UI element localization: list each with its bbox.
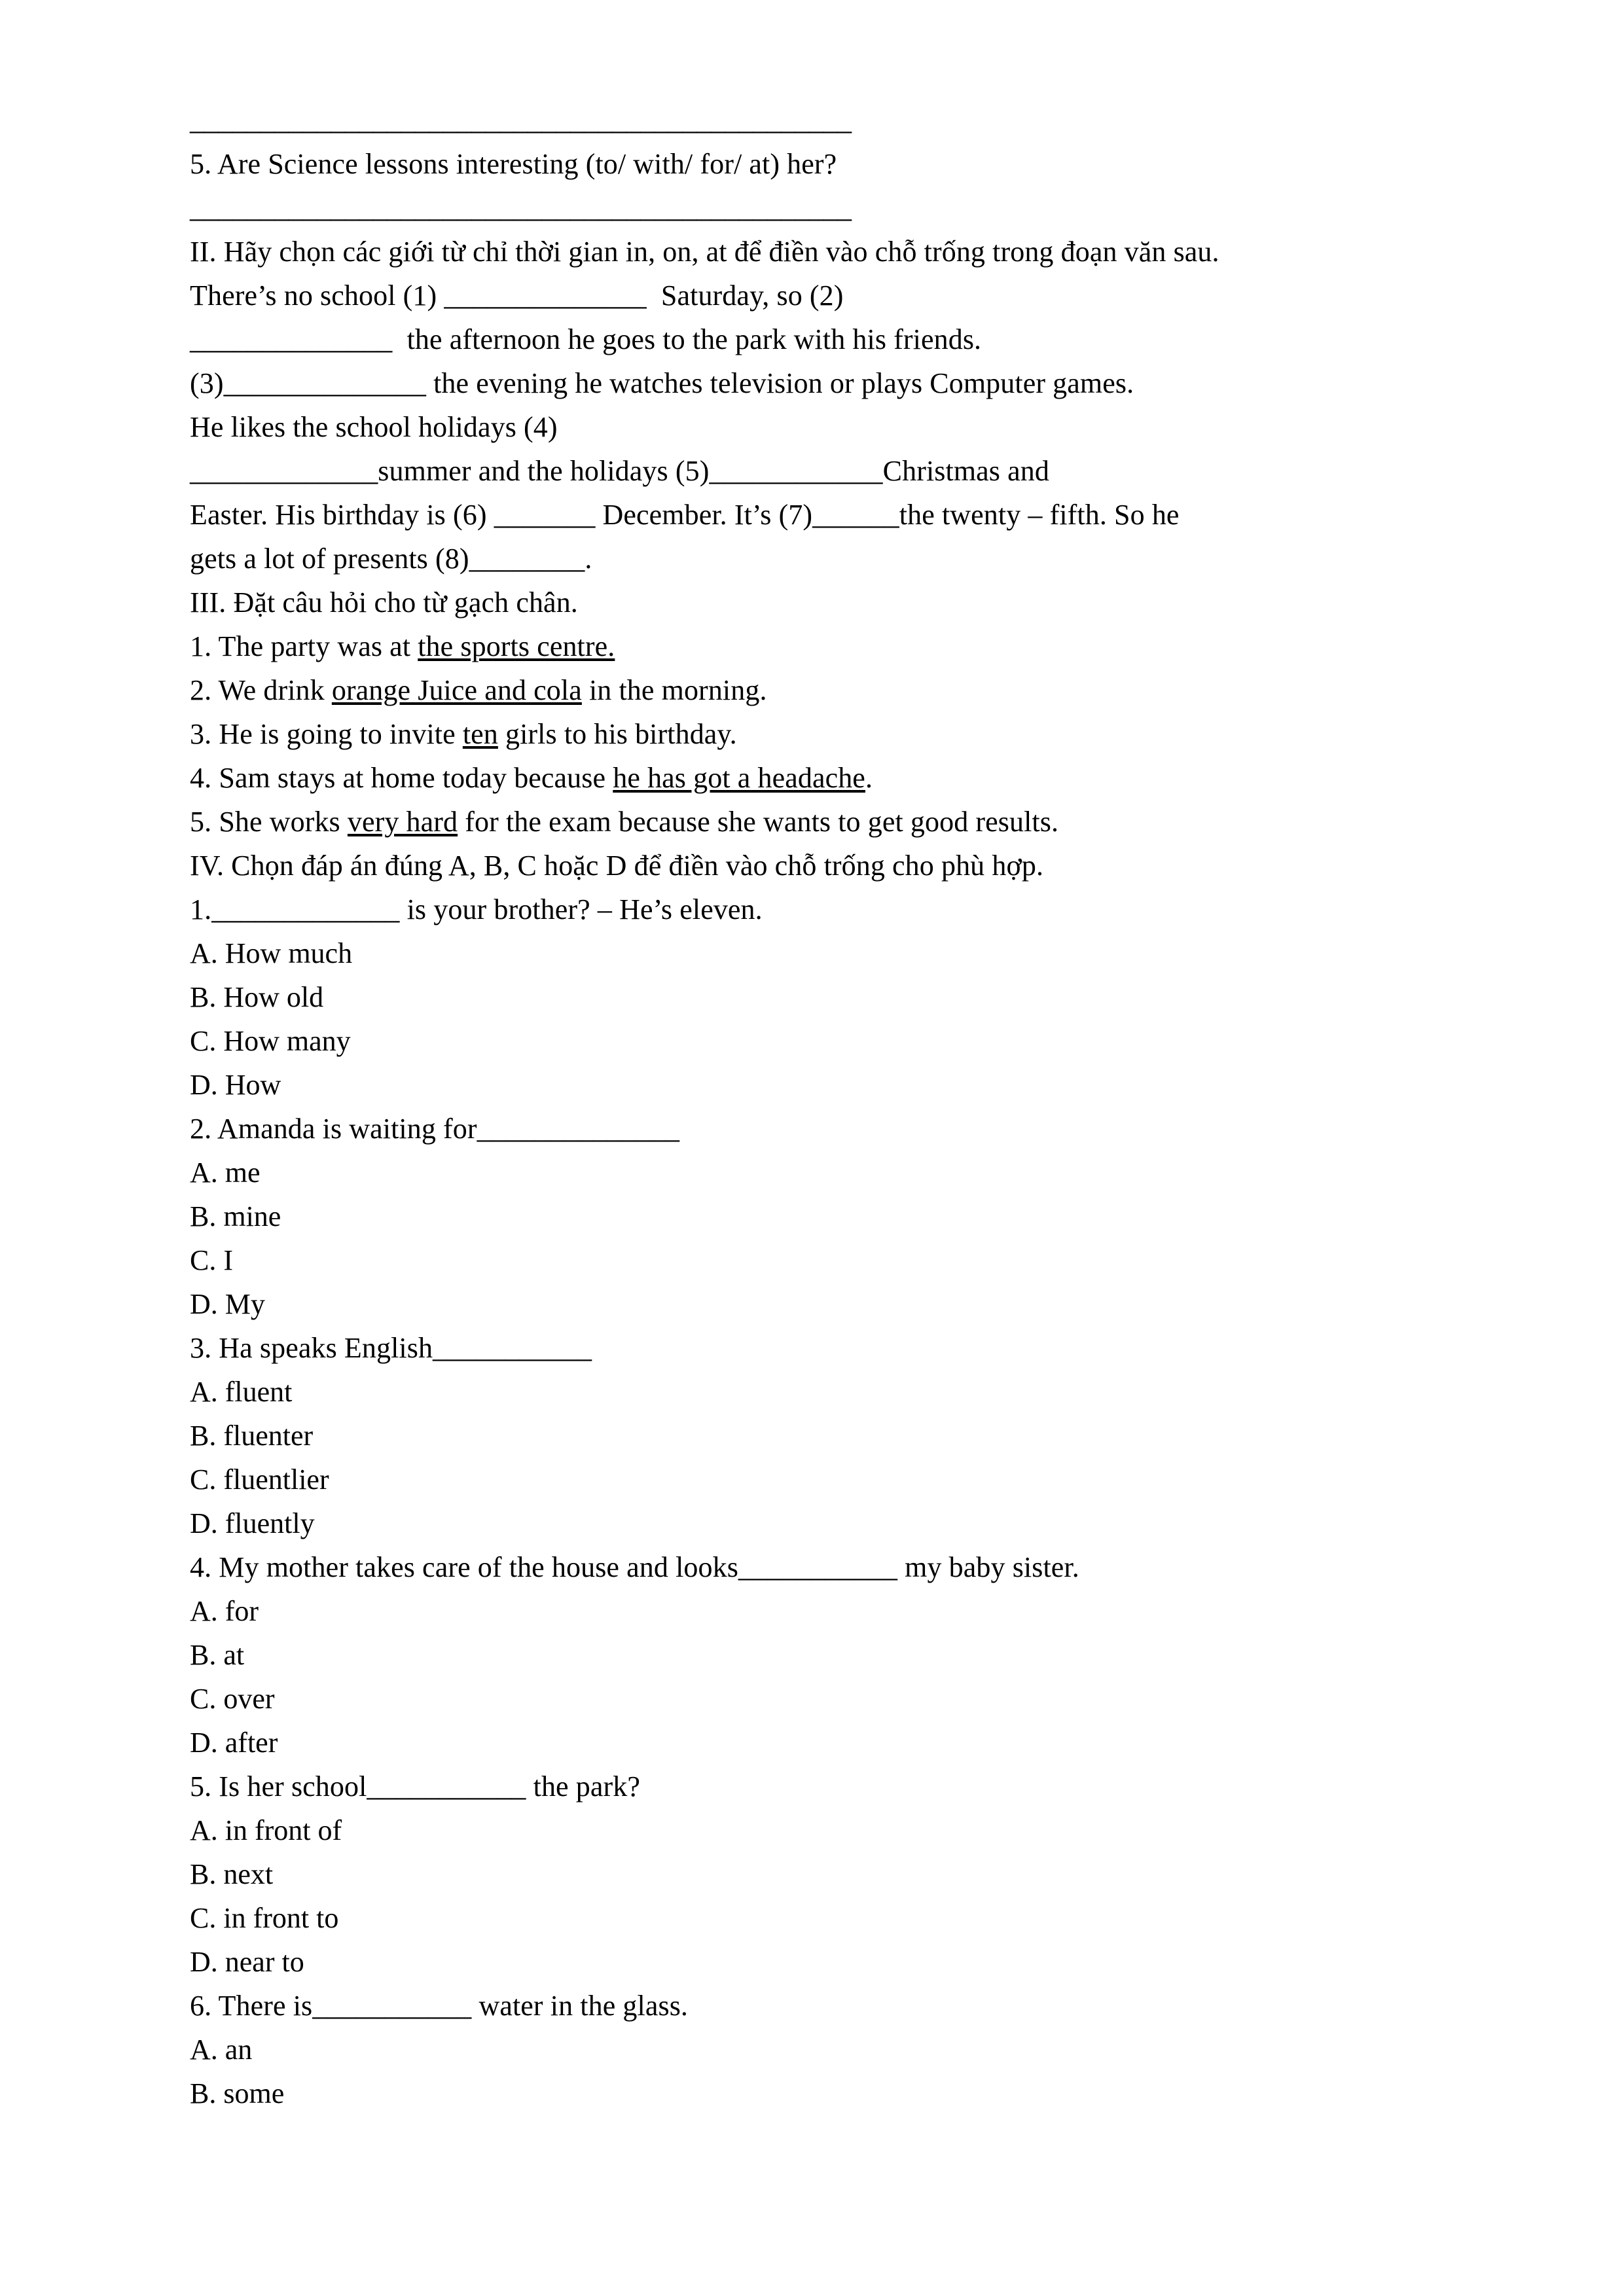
answer-option[interactable]: B. fluenter xyxy=(190,1420,314,1452)
answer-option[interactable]: D. How xyxy=(190,1069,281,1101)
answer-option[interactable]: A. an xyxy=(190,2034,253,2066)
item-post: in the morning. xyxy=(581,674,767,706)
answer-option[interactable]: A. for xyxy=(190,1595,259,1627)
item-pre: He is going to invite xyxy=(219,718,463,750)
passage-line: (3)______________ the evening he watches television or plays Computer games. xyxy=(190,367,1134,399)
item-underlined: the sports centre. xyxy=(418,630,615,662)
question-5-previous-section: 5. Are Science lessons interesting (to/ with/ for/ at) her? xyxy=(190,148,837,180)
item-underlined: he has got a headache xyxy=(613,762,865,794)
answer-option[interactable]: B. mine xyxy=(190,1200,281,1232)
answer-option[interactable]: B. next xyxy=(190,1858,274,1890)
item-underlined: very hard xyxy=(347,806,458,838)
question-stem: 2. Amanda is waiting for______________ xyxy=(190,1113,680,1145)
list-item xyxy=(190,668,1513,712)
question-stem: 6. There is___________ water in the glass. xyxy=(190,1990,689,2022)
answer-option[interactable]: A. me xyxy=(190,1157,261,1189)
item-pre: The party was at xyxy=(218,630,418,662)
section-4-heading: IV. Chọn đáp án đúng A, B, C hoặc D để điền vào chỗ trống cho phù hợp. xyxy=(190,850,1044,882)
answer-option[interactable]: C. over xyxy=(190,1683,275,1715)
section-2-passage xyxy=(190,274,1513,581)
horizontal-rule-answer: _______________________________________________ xyxy=(190,192,852,224)
answer-option[interactable]: D. My xyxy=(190,1288,265,1320)
passage-line: He likes the school holidays (4) xyxy=(190,411,558,443)
answer-option[interactable]: A. in front of xyxy=(190,1814,342,1846)
list-item xyxy=(190,712,1513,756)
section-3-heading: III. Đặt câu hỏi cho từ gạch chân. xyxy=(190,586,578,619)
answer-option[interactable]: D. after xyxy=(190,1727,278,1759)
passage-line: There’s no school (1) ______________ Saturday, so (2) xyxy=(190,279,844,312)
list-item xyxy=(190,800,1513,844)
question-stem: 1._____________ is your brother? – He’s eleven. xyxy=(190,893,763,925)
section-3-items xyxy=(190,624,1513,844)
item-pre: She works xyxy=(219,806,348,838)
answer-option[interactable]: B. some xyxy=(190,2077,285,2109)
item-post: . xyxy=(865,762,873,794)
item-post: girls to his birthday. xyxy=(497,718,737,750)
list-item xyxy=(190,756,1513,800)
horizontal-rule-top: _______________________________________________ xyxy=(190,104,852,136)
passage-line: Easter. His birthday is (6) _______ December. It’s (7)______the twenty – fifth. So he xyxy=(190,499,1180,531)
answer-option[interactable]: A. How much xyxy=(190,937,353,969)
answer-option[interactable]: C. fluentlier xyxy=(190,1463,329,1496)
answer-option[interactable]: B. at xyxy=(190,1639,245,1671)
answer-option[interactable]: D. near to xyxy=(190,1946,304,1978)
item-number: 1. xyxy=(190,630,219,662)
item-post: for the exam because she wants to get good results. xyxy=(458,806,1059,838)
section-2-heading: II. Hãy chọn các giới từ chỉ thời gian in, on, at để điền vào chỗ trống trong đoạn văn sau. xyxy=(190,236,1219,268)
answer-option[interactable]: D. fluently xyxy=(190,1507,315,1539)
item-underlined: orange Juice and cola xyxy=(331,674,582,706)
answer-option[interactable]: C. I xyxy=(190,1244,233,1276)
item-number: 4. xyxy=(190,762,219,794)
item-pre: Sam stays at home today because xyxy=(219,762,613,794)
answer-option[interactable]: A. fluent xyxy=(190,1376,293,1408)
item-number: 5. xyxy=(190,806,219,838)
question-stem: 3. Ha speaks English___________ xyxy=(190,1332,592,1364)
passage-line: ______________ the afternoon he goes to the park with his friends. xyxy=(190,323,982,355)
question-stem: 4. My mother takes care of the house and looks___________ my baby sister. xyxy=(190,1551,1079,1583)
answer-option[interactable]: B. How old xyxy=(190,981,324,1013)
section-4-questions xyxy=(190,888,1513,2115)
item-underlined: ten xyxy=(462,718,498,750)
passage-line: gets a lot of presents (8)________. xyxy=(190,543,592,575)
answer-option[interactable]: C. in front to xyxy=(190,1902,339,1934)
list-item xyxy=(190,624,1513,668)
item-number: 3. xyxy=(190,718,219,750)
question-stem: 5. Is her school___________ the park? xyxy=(190,1770,640,1803)
answer-option[interactable]: C. How many xyxy=(190,1025,351,1057)
item-number: 2. xyxy=(190,674,219,706)
item-pre: We drink xyxy=(218,674,332,706)
passage-line: _____________summer and the holidays (5)____________Christmas and xyxy=(190,455,1049,487)
